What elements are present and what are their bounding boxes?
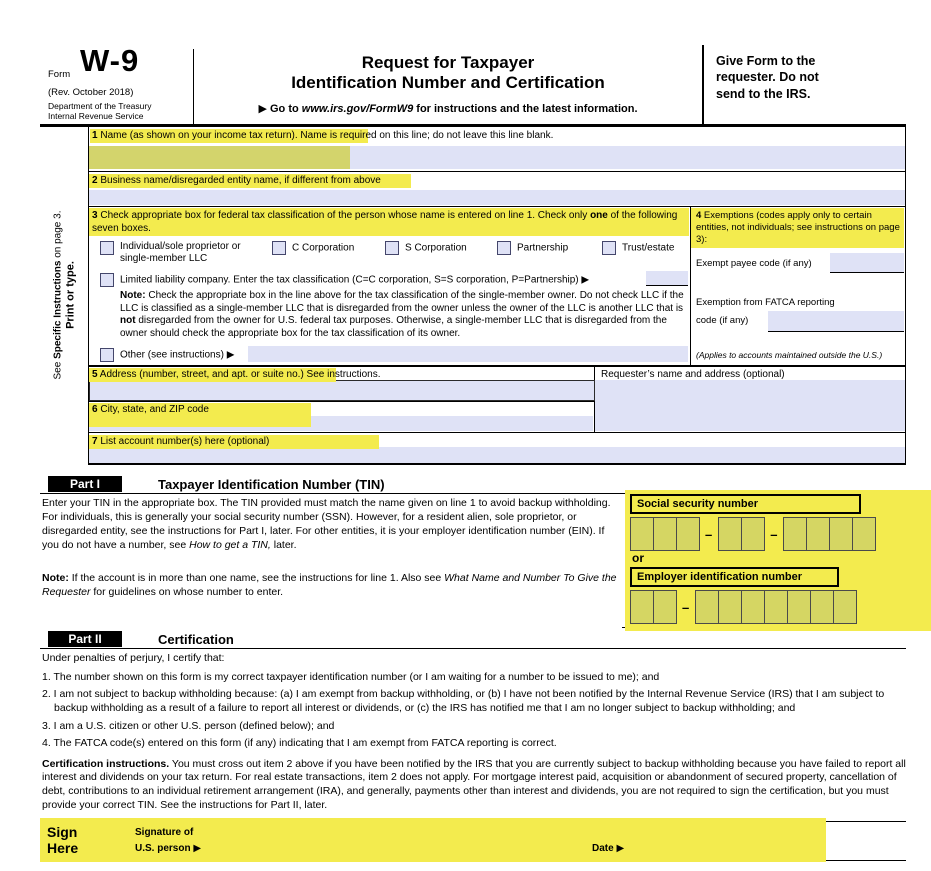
print-or-type-strip bbox=[40, 126, 88, 464]
fatca-code-input[interactable] bbox=[768, 311, 904, 332]
tin-cell[interactable] bbox=[695, 590, 719, 624]
llc-note-bold: Note: bbox=[120, 290, 146, 301]
line6-number: 6 bbox=[92, 404, 98, 415]
certify-item-4: 4. The FATCA code(s) entered on this form (if any) indicating that I am exempt from FATCA reporting is correct. bbox=[42, 737, 557, 750]
tin-cell[interactable] bbox=[741, 590, 765, 624]
line3-number: 3 bbox=[92, 210, 98, 221]
option-s-corporation bbox=[385, 241, 467, 255]
option-individual-label: Individual/sole proprietor or single-member LLC bbox=[120, 241, 241, 264]
part1-tag: Part I bbox=[48, 476, 122, 492]
llc-note-bold2: not bbox=[120, 315, 136, 326]
tin-cell[interactable] bbox=[653, 517, 677, 551]
line2-number: 2 bbox=[92, 175, 98, 186]
option-partnership bbox=[497, 241, 568, 255]
certify-item-1: 1. The number shown on this form is my correct taxpayer identification number (or I am waiting for a number to be issued to me); and bbox=[42, 670, 660, 683]
llc-note bbox=[120, 290, 686, 340]
tin-cell[interactable] bbox=[653, 590, 677, 624]
option-trust-estate-label: Trust/estate bbox=[622, 242, 675, 254]
ein-cells bbox=[630, 590, 856, 624]
line5-text: Address (number, street, and apt. or suite no.) See instructions. bbox=[97, 369, 381, 380]
line3-text-pre: Check appropriate box for federal tax classification of the person whose name is entered on line 1. Check only bbox=[97, 210, 591, 221]
tin-cell[interactable] bbox=[630, 517, 654, 551]
exempt-payee-input[interactable] bbox=[830, 253, 904, 273]
give-form-line2: requester. Do not bbox=[716, 70, 819, 85]
checkbox-c-corporation[interactable] bbox=[272, 241, 286, 255]
part1-para-post: later. bbox=[270, 538, 297, 551]
goto-post: for instructions and the latest information. bbox=[413, 103, 638, 116]
see-post: on page 3. bbox=[52, 210, 64, 261]
applies-note: (Applies to accounts maintained outside the U.S.) bbox=[696, 350, 883, 360]
tin-cell[interactable] bbox=[806, 517, 830, 551]
tin-cell[interactable] bbox=[833, 590, 857, 624]
certify-item-3: 3. I am a U.S. citizen or other U.S. person (defined below); and bbox=[42, 719, 335, 732]
option-other bbox=[100, 348, 234, 362]
certification-instructions bbox=[42, 758, 910, 813]
line4-label bbox=[696, 210, 900, 246]
ein-label-box: Employer identification number bbox=[630, 567, 839, 587]
date-field[interactable] bbox=[632, 826, 822, 858]
tin-cell[interactable] bbox=[718, 590, 742, 624]
goto-line bbox=[194, 102, 702, 115]
row5-top-border bbox=[88, 365, 906, 367]
arrow-icon: ▶ bbox=[258, 103, 270, 116]
exemptions-section bbox=[690, 207, 905, 365]
address-input-field[interactable] bbox=[89, 380, 595, 401]
main-box-bottom-border bbox=[88, 463, 906, 465]
part2-rule bbox=[40, 648, 906, 649]
line2-label bbox=[92, 175, 892, 188]
part1-note-pre: If the account is in more than one name, see the instructions for line 1. Also see bbox=[68, 572, 445, 584]
form-title-line1: Request for Taxpayer bbox=[361, 53, 535, 72]
line6-label bbox=[92, 404, 582, 417]
line1-number: 1 bbox=[92, 130, 98, 141]
option-llc-label: Limited liability company. Enter the tax classification (C=C corporation, S=S corporation, P=Partnership) ▶ bbox=[120, 274, 590, 286]
line7-text: List account number(s) here (optional) bbox=[97, 436, 270, 447]
business-name-input-field[interactable] bbox=[89, 190, 905, 205]
line3-text-post: of the following seven boxes. bbox=[92, 210, 678, 234]
line4-number: 4 bbox=[696, 210, 702, 221]
sign-here-label bbox=[47, 824, 78, 856]
tin-cell[interactable] bbox=[630, 590, 654, 624]
here-word: Here bbox=[47, 840, 79, 857]
tin-cell[interactable] bbox=[741, 517, 765, 551]
ssn-cells bbox=[630, 517, 875, 551]
highlight-line1-field bbox=[89, 146, 350, 169]
tin-cell[interactable] bbox=[787, 590, 811, 624]
form-title-line2: Identification Number and Certification bbox=[291, 73, 605, 93]
header-divider-right bbox=[702, 45, 704, 125]
option-llc bbox=[100, 273, 680, 287]
option-individual bbox=[100, 241, 270, 265]
form-word: Form bbox=[48, 69, 71, 80]
account-numbers-input-field[interactable] bbox=[89, 447, 905, 463]
form-id-block bbox=[46, 45, 192, 125]
tax-classification-section bbox=[88, 207, 690, 365]
see-bold: Specific Instructions bbox=[52, 260, 64, 359]
header-bottom-rule bbox=[40, 124, 906, 127]
row7-top-border bbox=[88, 432, 906, 433]
part1-note-italic: What Name and Number To Give the Requester bbox=[42, 572, 617, 598]
line7-label bbox=[92, 436, 582, 449]
fatca-label-line2: code (if any) bbox=[696, 315, 749, 326]
requester-input-field[interactable] bbox=[595, 380, 905, 431]
checkbox-individual[interactable] bbox=[100, 241, 114, 255]
part2-title: Certification bbox=[158, 632, 234, 647]
tin-dash: – bbox=[705, 526, 713, 542]
option-trust-estate bbox=[602, 241, 674, 255]
line6-text: City, state, and ZIP code bbox=[97, 404, 209, 415]
ssn-label-box: Social security number bbox=[630, 494, 861, 514]
checkbox-s-corporation[interactable] bbox=[385, 241, 399, 255]
tin-cell[interactable] bbox=[718, 517, 742, 551]
fatca-label-line1: Exemption from FATCA reporting bbox=[696, 297, 835, 308]
goto-url[interactable]: www.irs.gov/FormW9 bbox=[301, 103, 414, 116]
cert-instructions-bold: Certification instructions. bbox=[42, 757, 170, 770]
checkbox-other[interactable] bbox=[100, 348, 114, 362]
checkbox-llc[interactable] bbox=[100, 273, 114, 287]
part1-note bbox=[42, 572, 622, 600]
part1-para-italic: How to get a TIN, bbox=[189, 538, 271, 551]
line3-label bbox=[92, 210, 684, 235]
form-department: Department of the Treasury bbox=[48, 101, 152, 111]
goto-pre: Go to bbox=[269, 103, 302, 116]
checkbox-partnership[interactable] bbox=[497, 241, 511, 255]
form-revision: (Rev. October 2018) bbox=[48, 87, 134, 98]
signature-of-label: Signature of bbox=[135, 827, 194, 838]
part2-tag: Part II bbox=[48, 631, 122, 647]
signature-field[interactable] bbox=[215, 826, 585, 858]
or-label: or bbox=[632, 551, 644, 565]
sign-word: Sign bbox=[47, 824, 78, 840]
line3-text-bold: one bbox=[590, 210, 608, 221]
tin-cell[interactable] bbox=[852, 517, 876, 551]
checkbox-trust-estate[interactable] bbox=[602, 241, 616, 255]
certify-item-2: 2. I am not subject to backup withholding because: (a) I am exempt from backup withholding, or (b) I have not been notified by the Internal Revenue Service (IRS) that I am subject to backup withholding as a result of a failure to report all interest or dividends, or (c) the IRS has notified me that I am no longer subject to backup withholding; and bbox=[42, 688, 885, 714]
line1-text: Name (as shown on your income tax return). Name is required on this line; do not leave this line blank. bbox=[97, 130, 554, 141]
see-pre: See bbox=[52, 358, 64, 380]
option-c-corporation-label: C Corporation bbox=[292, 242, 355, 254]
llc-note-post: disregarded from the owner for U.S. federal tax purposes. Otherwise, a single-member LLC that is disregarded from the owner should check the appropriate box for the tax classification of its owner. bbox=[120, 315, 667, 339]
exempt-payee-label: Exempt payee code (if any) bbox=[696, 258, 812, 269]
give-form-line3: send to the IRS. bbox=[716, 86, 811, 101]
line5-label bbox=[92, 369, 582, 382]
tin-cell[interactable] bbox=[783, 517, 807, 551]
us-person-label: U.S. person ▶ bbox=[135, 843, 202, 854]
cert-instructions-text: You must cross out item 2 above if you have been notified by the IRS that you are currently subject to backup withholding because you have failed to report all interest and dividends on your tax return. For real estate transactions, item 2 does not apply. For mortgage interest paid, acquisition or abandonment of secured property, cancellation of debt, contributions to an individual retirement arrangement (IRA), and generally, payments other than interest and dividends, you are not required to sign the certification, but you must provide your correct TIN. See the instructions for Part II, later. bbox=[42, 757, 906, 811]
part1-para-pre: Enter your TIN in the appropriate box. The TIN provided must match the name given on line 1 to avoid backup withholding. For individuals, this is generally your social security number (SSN). However, for a resident alien, sole proprietor, or disregarded entity, see the instructions for Part I, later. For other entities, it is your employer identification number (EIN). If you do not have a number, see bbox=[42, 497, 611, 551]
line4-text: Exemptions (codes apply only to certain entities, not individuals; see instructions on page 3): bbox=[696, 210, 900, 245]
print-or-type-text: Print or type. bbox=[64, 261, 77, 329]
certification-body bbox=[42, 652, 910, 812]
line5-number: 5 bbox=[92, 369, 98, 380]
tin-cell[interactable] bbox=[810, 590, 834, 624]
row1-bottom-border bbox=[88, 171, 906, 172]
option-c-corporation bbox=[272, 241, 354, 255]
form-agency: Internal Revenue Service bbox=[48, 111, 144, 121]
line7-number: 7 bbox=[92, 436, 98, 447]
line1-label bbox=[92, 130, 892, 143]
part1-paragraph bbox=[42, 497, 622, 553]
option-other-label: Other (see instructions) ▶ bbox=[120, 349, 235, 361]
certify-intro: Under penalties of perjury, I certify that: bbox=[42, 652, 225, 664]
option-partnership-label: Partnership bbox=[517, 242, 569, 254]
part1-note-bold: Note: bbox=[42, 572, 69, 584]
give-form-note bbox=[716, 53, 901, 102]
form-title-block bbox=[194, 53, 702, 125]
give-form-line1: Give Form to the bbox=[716, 54, 816, 68]
other-input-field[interactable] bbox=[248, 346, 688, 362]
see-instructions-text bbox=[52, 211, 63, 380]
part1-note-post: for guidelines on whose number to enter. bbox=[90, 585, 284, 598]
tin-dash: – bbox=[770, 526, 778, 542]
form-header bbox=[40, 45, 906, 125]
requester-label: Requester’s name and address (optional) bbox=[601, 369, 785, 380]
line2-text: Business name/disregarded entity name, if different from above bbox=[97, 175, 381, 186]
option-s-corporation-label: S Corporation bbox=[405, 242, 467, 254]
llc-note-pre: Check the appropriate box in the line above for the tax classification of the single-member owner. Do not check LLC if the LLC is classified as a single-member LLC that is disregarded from the owner unless the owner of the LLC is another LLC that is bbox=[120, 290, 684, 314]
tin-cell[interactable] bbox=[764, 590, 788, 624]
tin-cell[interactable] bbox=[676, 517, 700, 551]
part1-title: Taxpayer Identification Number (TIN) bbox=[158, 477, 385, 492]
main-box-right-border bbox=[905, 126, 906, 465]
tin-cell[interactable] bbox=[829, 517, 853, 551]
form-number: W-9 bbox=[80, 43, 140, 78]
date-label: Date ▶ bbox=[592, 843, 625, 854]
tin-dash: – bbox=[682, 599, 690, 615]
